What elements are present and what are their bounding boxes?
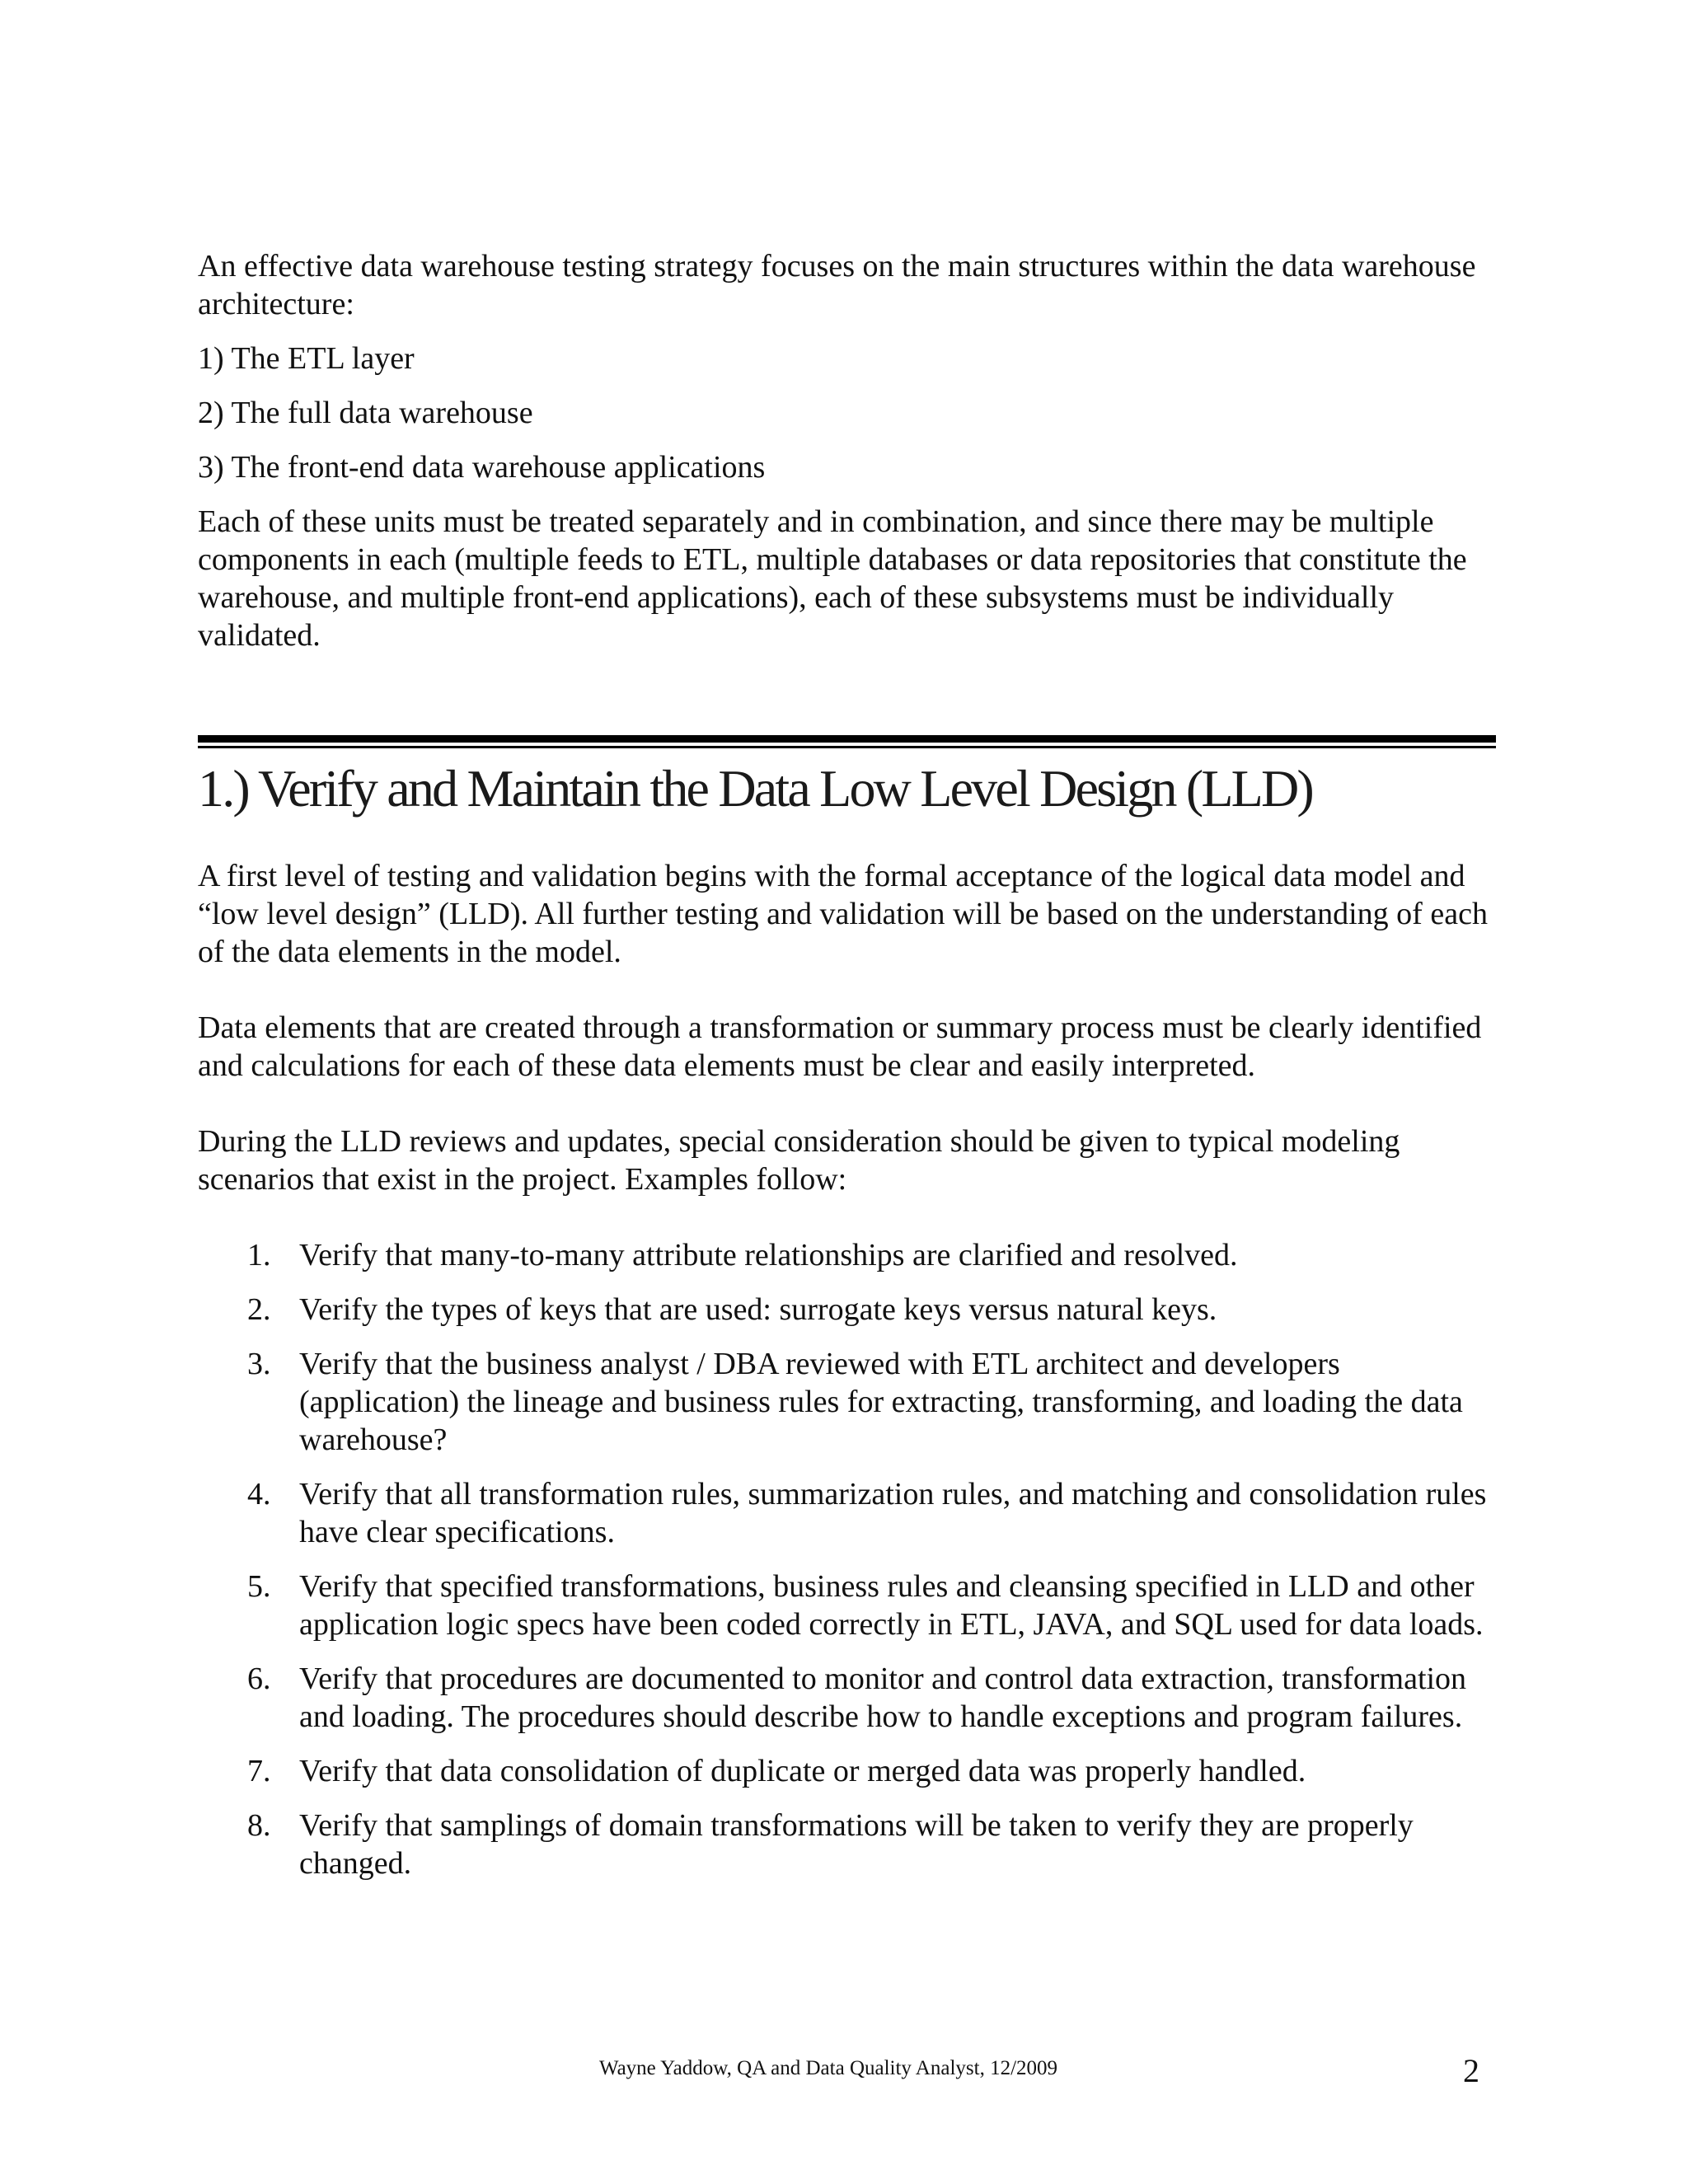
checklist-item-number: 4. — [247, 1477, 271, 1511]
checklist-item — [198, 1752, 1492, 1790]
checklist-item — [198, 1807, 1492, 1882]
checklist-item-text: Verify that procedures are documented to monitor and control data extraction, transformation and loading. The procedures should describe how to handle exceptions and program failures. — [299, 1661, 1467, 1734]
footer-author-line: Wayne Yaddow, QA and Data Quality Analyst, 12/2009 — [598, 2057, 1058, 2079]
units-paragraph: Each of these units must be treated separately and in combination, and since there may be multiple components in each (multiple feeds to ETL, multiple databases or data repositories that constitute the warehouse, and multiple front-end applications), each of these subsystems must be individually validated. — [198, 504, 1467, 653]
page-content — [198, 247, 1492, 1899]
verification-checklist — [198, 1236, 1492, 1882]
section-divider — [198, 735, 1496, 748]
checklist-item-number: 7. — [247, 1754, 271, 1788]
architecture-item-front-end-apps: 3) The front-end data warehouse applications — [198, 450, 766, 485]
section-heading: 1.) Verify and Maintain the Data Low Level Design (LLD) — [198, 759, 1312, 818]
checklist-item — [198, 1475, 1492, 1551]
page-number: 2 — [1463, 2052, 1479, 2089]
intro-paragraph: An effective data warehouse testing strategy focuses on the main structures within the data warehouse architecture: — [198, 249, 1476, 321]
checklist-item-text: Verify that specified transformations, business rules and cleansing specified in LLD and other application logic specs have been coded correctly in ETL, JAVA, and SQL used for data loads. — [299, 1569, 1484, 1642]
checklist-item-text: Verify that samplings of domain transformations will be taken to verify they are properly changed. — [299, 1808, 1414, 1881]
checklist-item — [198, 1568, 1492, 1643]
checklist-item-number: 6. — [247, 1661, 271, 1696]
checklist-item-text: Verify the types of keys that are used: surrogate keys versus natural keys. — [299, 1292, 1217, 1327]
checklist-item — [198, 1291, 1492, 1329]
section-paragraph: During the LLD reviews and updates, special consideration should be given to typical modeling scenarios that exist in the project. Examples follow: — [198, 1124, 1400, 1197]
architecture-item-data-warehouse: 2) The full data warehouse — [198, 396, 533, 430]
divider-thick-line — [198, 735, 1496, 743]
checklist-item-number: 1. — [247, 1238, 271, 1272]
checklist-item-text: Verify that data consolidation of duplicate or merged data was properly handled. — [299, 1754, 1306, 1788]
checklist-item-number: 2. — [247, 1292, 271, 1327]
checklist-item-number: 3. — [247, 1347, 271, 1381]
section-paragraph: A first level of testing and validation begins with the formal acceptance of the logical data model and “low level design” (LLD). All further testing and validation will be based on the understanding of each of the data elements in the model. — [198, 859, 1488, 969]
checklist-item-text: Verify that all transformation rules, summarization rules, and matching and consolidation rules have clear specifications. — [299, 1477, 1487, 1549]
checklist-item-number: 8. — [247, 1808, 271, 1843]
checklist-item — [198, 1236, 1492, 1274]
checklist-item — [198, 1660, 1492, 1736]
divider-thin-line — [198, 746, 1496, 748]
checklist-item-text: Verify that many-to-many attribute relationships are clarified and resolved. — [299, 1238, 1238, 1272]
checklist-item-number: 5. — [247, 1569, 271, 1604]
architecture-item-etl-layer: 1) The ETL layer — [198, 341, 415, 376]
section-paragraph: Data elements that are created through a transformation or summary process must be clearly identified and calculations for each of these data elements must be clear and easily interpreted. — [198, 1010, 1482, 1083]
checklist-item — [198, 1345, 1492, 1459]
checklist-item-text: Verify that the business analyst / DBA reviewed with ETL architect and developers (application) the lineage and business rules for extracting, transforming, and loading the data warehouse? — [299, 1347, 1463, 1457]
